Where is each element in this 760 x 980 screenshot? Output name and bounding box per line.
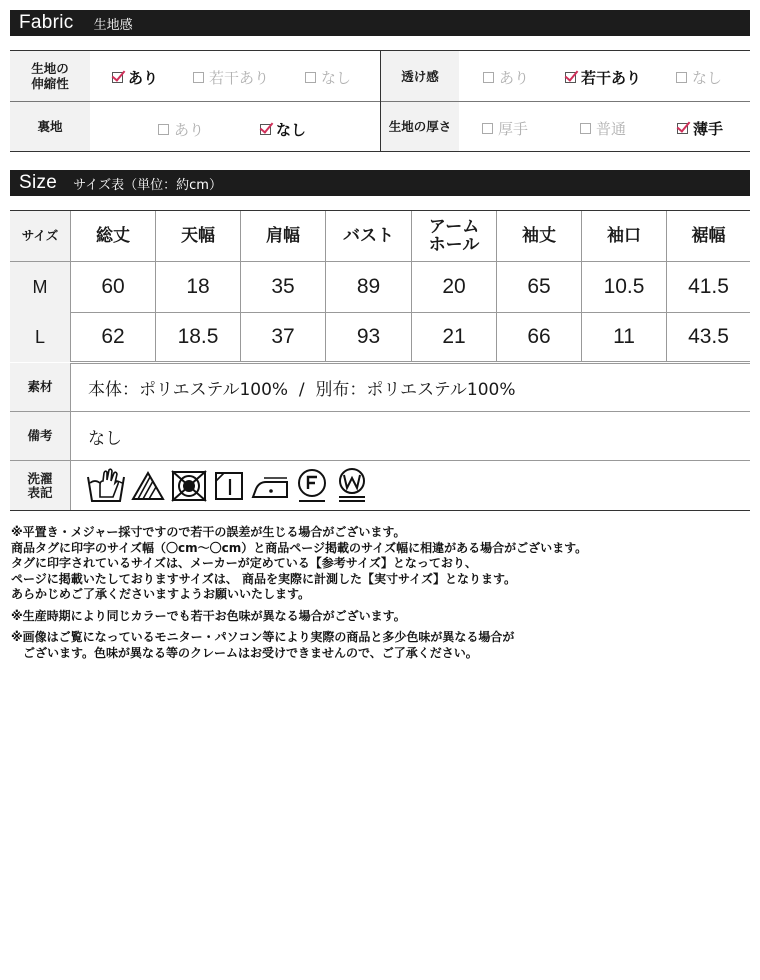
sheer-option-2: 若干あり	[565, 67, 641, 88]
low-iron-icon	[250, 467, 290, 503]
table-cell: 21	[411, 312, 496, 362]
material-value: 本体：ポリエステル100% / 別布：ポリエステル100%	[88, 379, 516, 400]
size-name-cell: L	[10, 312, 70, 362]
hand-wash-icon	[86, 467, 126, 503]
unchecked-checkbox	[482, 123, 493, 134]
column-header: 肩幅	[240, 211, 325, 261]
lining-label: 裏地	[10, 102, 90, 151]
column-header: アーム ホール	[411, 211, 496, 261]
wet-clean-w-icon	[334, 467, 370, 503]
thickness-option-1: 厚手	[482, 118, 528, 139]
column-header: 袖丈	[496, 211, 581, 261]
table-cell: 66	[496, 312, 581, 362]
table-cell: 20	[411, 262, 496, 312]
note-line: ※画像はご覧になっているモニター・パソコン等により実際の商品と多少色味が異なる場合が	[11, 630, 515, 644]
fabric-divider	[380, 51, 381, 151]
table-cell: 10.5	[581, 262, 666, 312]
material-label: 素材	[10, 363, 71, 411]
checked-checkbox	[112, 72, 123, 83]
size-header-row	[10, 211, 750, 262]
table-cell: 18	[155, 262, 240, 312]
care-row	[10, 461, 750, 510]
thickness-option-2: 普通	[580, 118, 626, 139]
size-subtitle: サイズ表（単位：約cm）	[73, 177, 222, 193]
unchecked-checkbox	[305, 72, 316, 83]
thickness-label: 生地の厚さ	[381, 102, 459, 151]
care-icons	[86, 465, 370, 505]
checked-checkbox	[677, 123, 688, 134]
table-cell: 62	[70, 312, 155, 362]
table-cell: 18.5	[155, 312, 240, 362]
size-title: Size	[19, 172, 58, 193]
checked-checkbox	[565, 72, 576, 83]
column-header: 裾幅	[666, 211, 750, 261]
unchecked-checkbox	[193, 72, 204, 83]
stretch-label: 生地の 伸縮性	[10, 51, 90, 101]
fabric-title: Fabric	[19, 12, 74, 33]
table-cell: 89	[325, 262, 411, 312]
table-cell: 65	[496, 262, 581, 312]
note-line: タグに印字されているサイズは、メーカーが定めている【参考サイズ】となっており、	[11, 556, 477, 570]
stretch-option-1: あり	[112, 67, 158, 88]
column-header: バスト	[325, 211, 411, 261]
material-row	[10, 363, 750, 412]
column-header: サイズ	[10, 211, 70, 261]
lining-option-1: あり	[158, 119, 204, 140]
note-line: ございます。色味が異なる等のクレームはお受けできませんので、ご了承ください。	[11, 645, 478, 660]
bleach-icon	[130, 467, 166, 503]
line-dry-shade-icon	[212, 467, 246, 503]
size-table	[10, 210, 750, 364]
stretch-option-3: なし	[305, 67, 351, 88]
stretch-option-2: 若干あり	[193, 67, 269, 88]
dry-clean-f-icon	[294, 467, 330, 503]
note-line: あらかじめご了承くださいますようお願いいたします。	[11, 587, 311, 601]
table-cell: 37	[240, 312, 325, 362]
remarks-value: なし	[88, 428, 122, 449]
column-header: 袖口	[581, 211, 666, 261]
table-row	[10, 262, 750, 313]
remarks-row	[10, 412, 750, 461]
sheer-option-1: あり	[483, 67, 529, 88]
info-table	[10, 363, 750, 511]
sheer-label: 透け感	[381, 51, 459, 101]
table-row	[10, 312, 750, 362]
note-line: ※平置き・メジャー採寸ですので若干の誤差が生じる場合がございます。	[11, 525, 406, 539]
lining-option-2: なし	[260, 119, 306, 140]
unchecked-checkbox	[483, 72, 494, 83]
table-cell: 35	[240, 262, 325, 312]
column-header: 総丈	[70, 211, 155, 261]
thickness-option-3: 薄手	[677, 118, 723, 139]
table-cell: 60	[70, 262, 155, 312]
size-header-bar	[10, 170, 750, 196]
unchecked-checkbox	[158, 124, 169, 135]
no-tumble-dry-icon	[170, 467, 208, 503]
table-cell: 43.5	[666, 312, 750, 362]
fabric-subtitle: 生地感	[93, 17, 133, 33]
unchecked-checkbox	[676, 72, 687, 83]
table-cell: 41.5	[666, 262, 750, 312]
note-line: ページに掲載いたしておりますサイズは、 商品を実際に計測した【実寸サイズ】となります。	[11, 571, 517, 586]
note-line: 商品タグに印字のサイズ幅（〇cm〜〇cm）と商品ページ掲載のサイズ幅に相違がある場合がございます。	[11, 540, 588, 555]
care-label: 洗濯 表記	[10, 461, 71, 510]
sheer-option-3: なし	[676, 67, 722, 88]
remarks-label: 備考	[10, 412, 71, 460]
size-name-cell: M	[10, 262, 70, 312]
fabric-table	[10, 50, 750, 152]
fabric-header-bar	[10, 10, 750, 36]
table-cell: 11	[581, 312, 666, 362]
checked-checkbox	[260, 124, 271, 135]
note-line: ※生産時期により同じカラーでも若干お色味が異なる場合がございます。	[11, 608, 406, 623]
table-cell: 93	[325, 312, 411, 362]
unchecked-checkbox	[580, 123, 591, 134]
column-header: 天幅	[155, 211, 240, 261]
notes	[11, 525, 587, 661]
